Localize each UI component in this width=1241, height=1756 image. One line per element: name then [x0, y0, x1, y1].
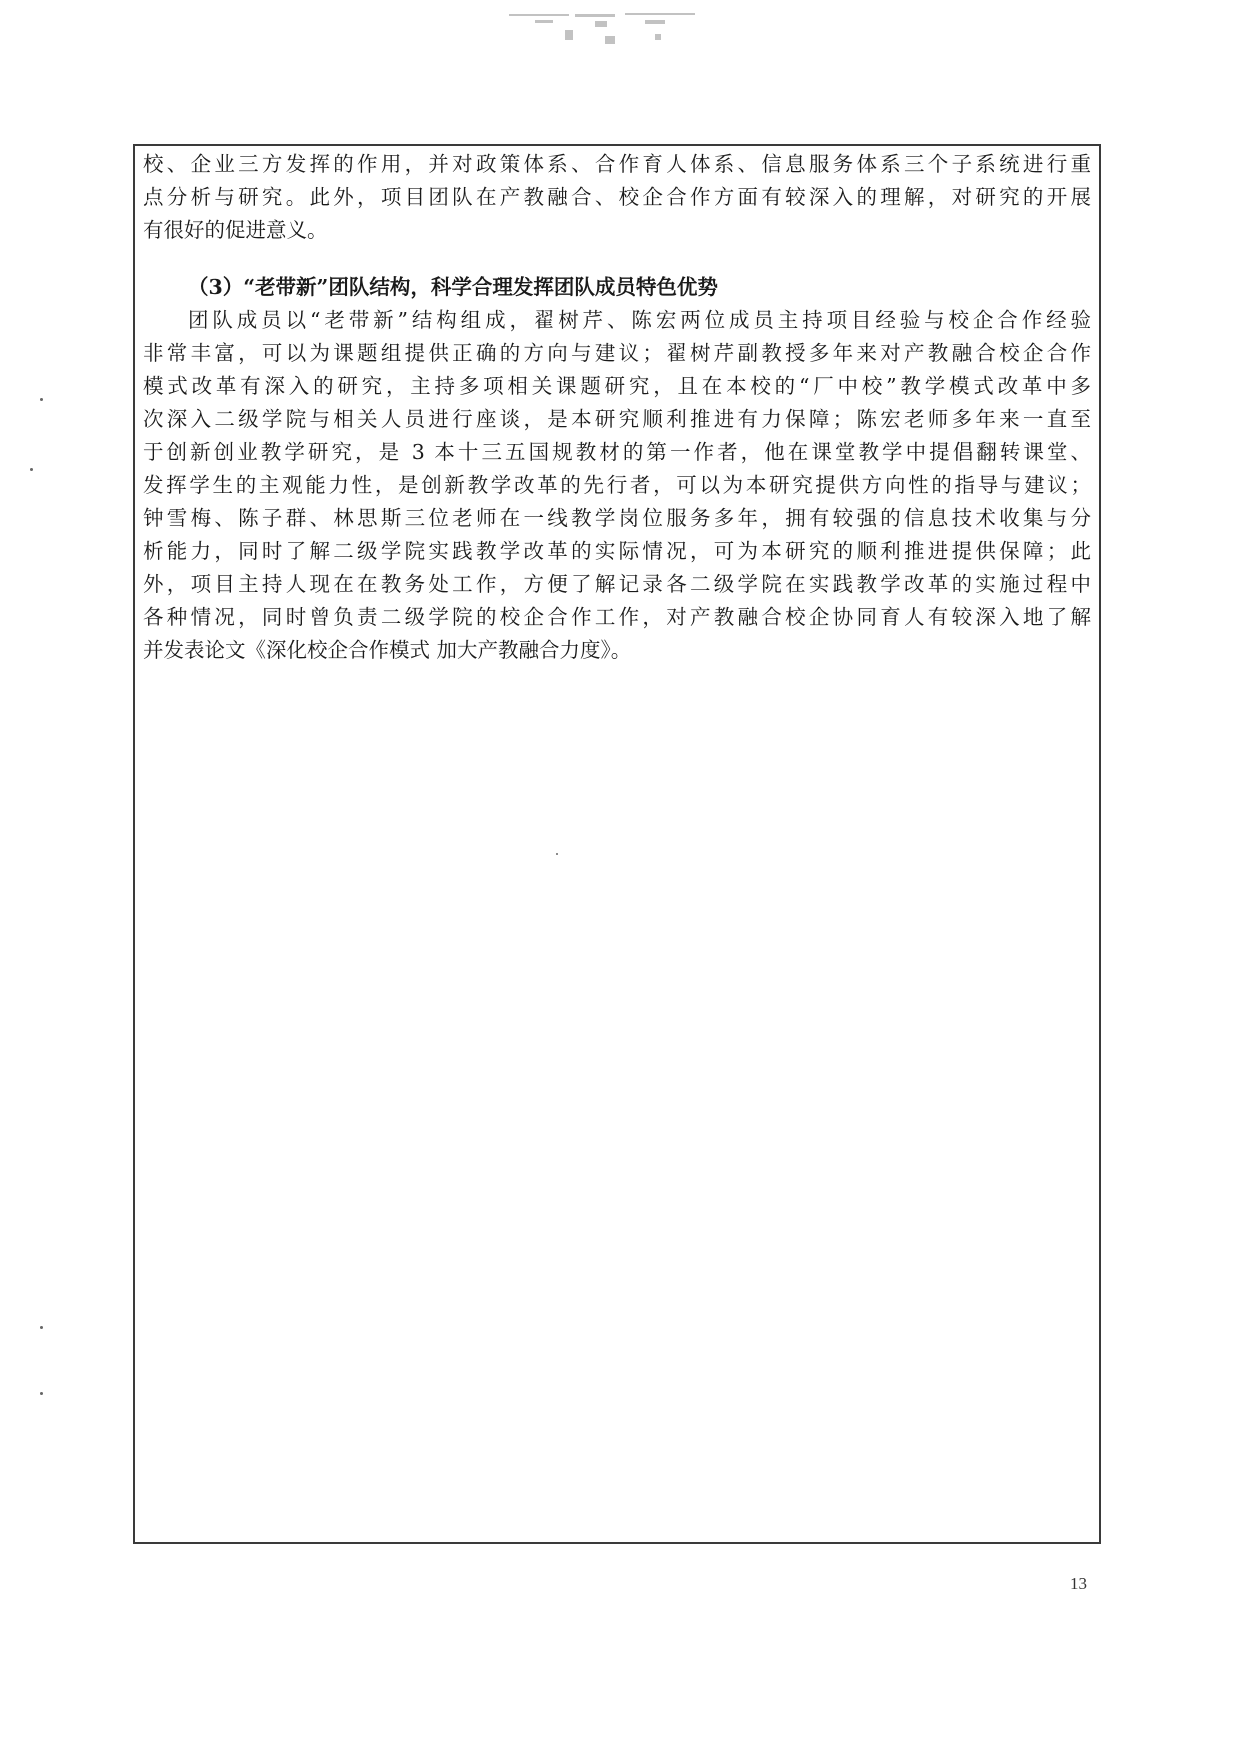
- paragraph-line: 次深入二级学院与相关人员进行座谈，是本研究顺利推进有力保障；陈宏老师多年来一直至: [143, 407, 1091, 431]
- scan-speck: [40, 1392, 43, 1395]
- scan-artifact: [505, 8, 725, 58]
- paragraph-line: 非常丰富，可以为课题组提供正确的方向与建议；翟树芹副教授多年来对产教融合校企合作: [143, 341, 1091, 365]
- scan-speck: [40, 1326, 43, 1329]
- document-body: [143, 146, 1091, 667]
- continuation-line: 有很好的促进意义。: [143, 218, 328, 242]
- continuation-line: 校、企业三方发挥的作用，并对政策体系、合作育人体系、信息服务体系三个子系统进行重: [143, 152, 1091, 176]
- content-frame: [133, 144, 1101, 1544]
- paragraph-line: 团队成员以“老带新”结构组成，翟树芹、陈宏两位成员主持项目经验与校企合作经验: [188, 308, 1091, 332]
- paragraph-line: 并发表论文《深化校企合作模式 加大产教融合力度》。: [143, 638, 632, 662]
- page-number: 13: [1070, 1574, 1087, 1593]
- continuation-line: 点分析与研究。此外，项目团队在产教融合、校企合作方面有较深入的理解，对研究的开展: [143, 185, 1091, 209]
- paragraph-line: 外，项目主持人现在在教务处工作，方便了解记录各二级学院在实践教学改革的实施过程中: [143, 572, 1091, 596]
- paragraph-line: 析能力，同时了解二级学院实践教学改革的实际情况，可为本研究的顺利推进提供保障；此: [143, 539, 1091, 563]
- paragraph-line: 钟雪梅、陈子群、林思斯三位老师在一线教学岗位服务多年，拥有较强的信息技术收集与分: [143, 506, 1091, 530]
- scan-speck: [30, 468, 33, 471]
- paragraph-line: 模式改革有深入的研究，主持多项相关课题研究，且在本校的“厂中校”教学模式改革中多: [143, 374, 1091, 398]
- section-heading: （3）“老带新”团队结构，科学合理发挥团队成员特色优势: [188, 275, 718, 299]
- scan-speck: [40, 398, 43, 401]
- paragraph-line: 发挥学生的主观能力性，是创新教学改革的先行者，可以为本研究提供方向性的指导与建议；: [143, 473, 1091, 497]
- paragraph-line: 各种情况，同时曾负责二级学院的校企合作工作，对产教融合校企协同育人有较深入地了解: [143, 605, 1091, 629]
- paragraph-line: 于创新创业教学研究，是 3 本十三五国规教材的第一作者，他在课堂教学中提倡翻转课堂、: [143, 440, 1091, 464]
